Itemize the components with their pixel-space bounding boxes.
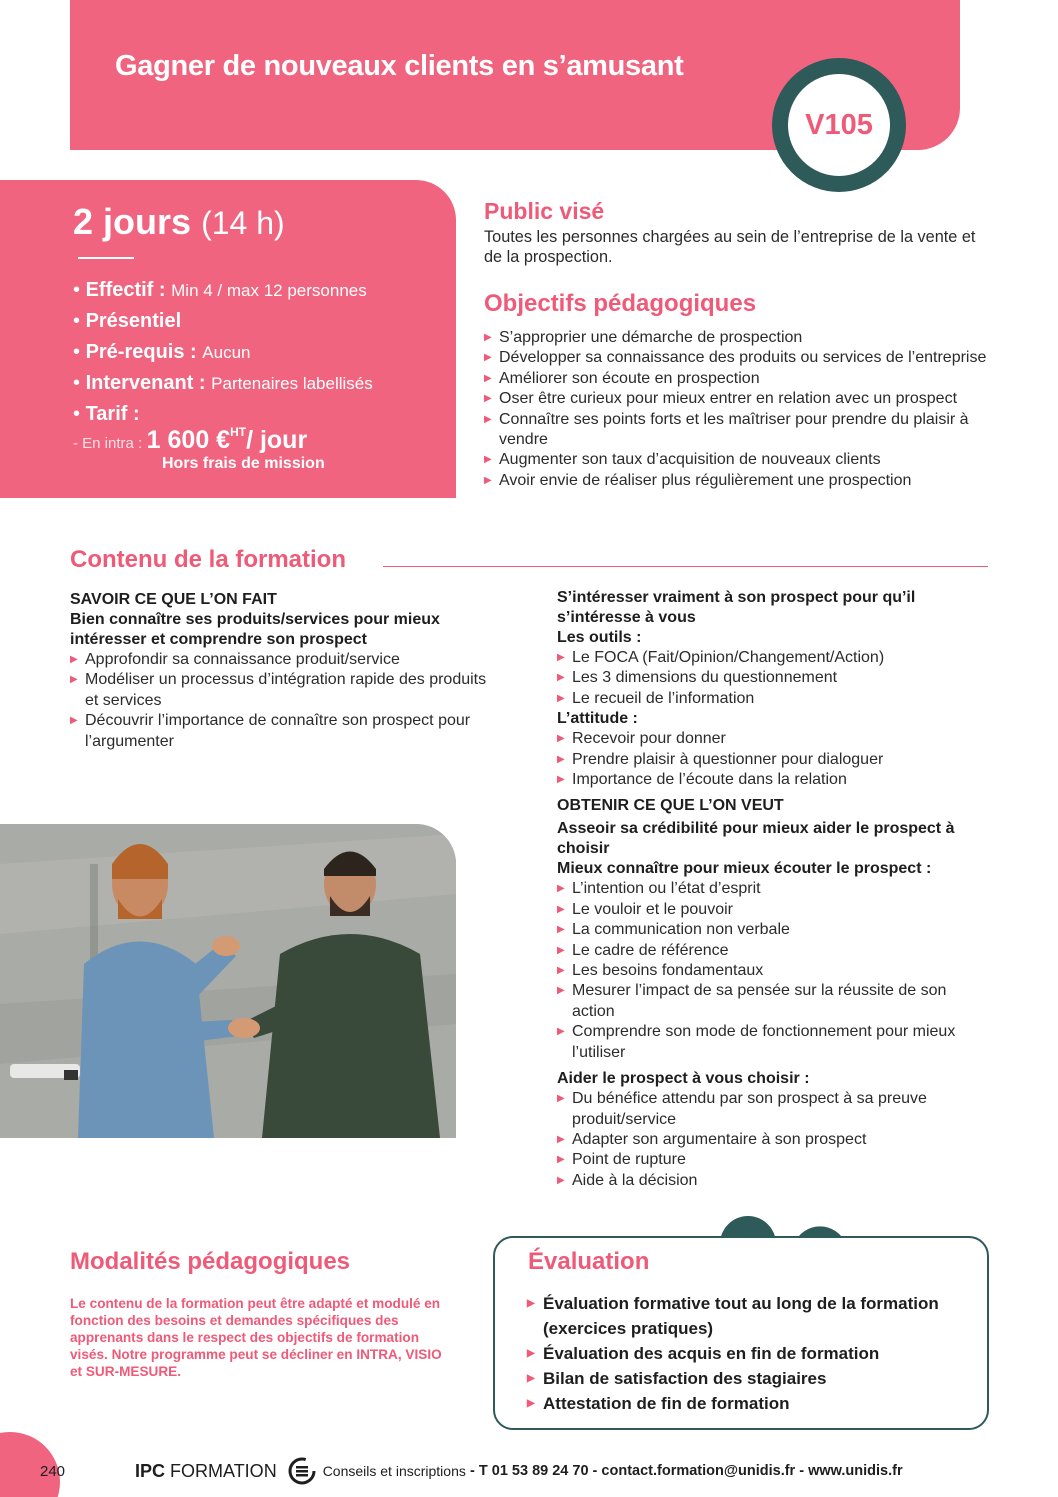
objectifs-list	[484, 328, 994, 491]
triangle-bullet-icon: ▶	[70, 674, 78, 686]
evaluation-item	[527, 1341, 967, 1366]
list-item-text: Recevoir pour donner	[572, 730, 726, 748]
triangle-bullet-icon: ▶	[557, 1154, 565, 1166]
prerequis-line: • Pré-requis : Aucun	[73, 341, 251, 363]
triangle-bullet-icon: ▶	[484, 352, 492, 364]
list-item	[557, 900, 989, 920]
ipc-logo-icon	[287, 1456, 317, 1486]
brand-bold: IPC	[135, 1460, 166, 1481]
prerequis-label: Pré-requis :	[85, 341, 197, 363]
price-line	[73, 425, 307, 455]
triangle-bullet-icon: ▶	[557, 985, 565, 997]
course-code: V105	[805, 108, 873, 141]
list-item	[557, 770, 989, 790]
evaluation-item-text: Attestation de fin de formation	[543, 1394, 790, 1413]
list-item-text: Comprendre son mode de fonctionnement pour mieux l’utiliser	[572, 1023, 956, 1061]
connaitre-list	[557, 879, 989, 1063]
evaluation-list	[527, 1291, 967, 1416]
hors-frais: Hors frais de mission	[162, 455, 325, 472]
list-item-text: Point de rupture	[572, 1151, 686, 1169]
list-item-text: Mesurer l’impact de sa pensée sur la réussite de son action	[572, 982, 947, 1020]
triangle-bullet-icon: ▶	[557, 672, 565, 684]
interesser-prospect-heading: S’intéresser vraiment à son prospect pour qu’il s’intéresse à vous	[557, 589, 916, 626]
outils-label: Les outils :	[557, 629, 642, 646]
presentiel-label: Présentiel	[85, 310, 182, 332]
triangle-bullet-icon: ▶	[557, 733, 565, 745]
list-item-text: Oser être curieux pour mieux entrer en relation avec un prospect	[499, 390, 958, 408]
list-item-text: Modéliser un processus d’intégration rapide des produits et services	[85, 671, 487, 709]
page-number: 240	[40, 1462, 66, 1480]
public-title: Public visé	[484, 198, 605, 224]
list-item	[484, 471, 994, 491]
triangle-bullet-icon: ▶	[484, 332, 492, 343]
duration	[73, 200, 285, 245]
obtenir-heading: OBTENIR CE QUE L’ON VEUT	[557, 797, 784, 815]
intervenant-line: • Intervenant : Partenaires labellisés	[73, 372, 373, 394]
duration-days: 2 jours	[73, 201, 192, 242]
attitude-list	[557, 729, 989, 790]
list-item	[70, 670, 490, 711]
list-item-text: La communication non verbale	[572, 921, 790, 939]
evaluation-item-text: Évaluation formative tout au long de la formation (exercices pratiques)	[543, 1294, 939, 1338]
list-item	[557, 729, 989, 749]
triangle-bullet-icon: ▶	[527, 1398, 535, 1409]
list-item	[484, 410, 994, 451]
triangle-bullet-icon: ▶	[527, 1348, 535, 1359]
list-item-text: Découvrir l’importance de connaître son prospect pour l’argumenter	[85, 712, 471, 750]
list-item	[557, 1022, 989, 1063]
modalites-title: Modalités pédagogiques	[70, 1248, 351, 1275]
triangle-bullet-icon: ▶	[557, 652, 565, 663]
triangle-bullet-icon: ▶	[557, 1174, 565, 1186]
intervenant-label: Intervenant :	[85, 372, 206, 394]
contenu-divider	[383, 566, 988, 567]
list-item-text: Le vouloir et le pouvoir	[572, 900, 733, 918]
list-item	[557, 668, 989, 688]
triangle-bullet-icon: ▶	[557, 883, 565, 895]
triangle-bullet-icon: ▶	[70, 715, 78, 727]
triangle-bullet-icon: ▶	[484, 474, 492, 486]
list-item	[557, 1150, 989, 1170]
list-item-text: Les besoins fondamentaux	[572, 962, 764, 980]
price-amount: 1 600 €	[146, 426, 231, 454]
triangle-bullet-icon: ▶	[527, 1298, 535, 1309]
footer	[40, 1456, 903, 1486]
outils-list	[557, 648, 989, 709]
evaluation-title: Évaluation	[528, 1248, 650, 1275]
duration-hours: (14 h)	[201, 205, 285, 241]
list-item	[557, 1171, 989, 1191]
credibilite-heading: Asseoir sa crédibilité pour mieux aider le prospect à choisir	[557, 820, 955, 858]
contenu-title: Contenu de la formation	[70, 546, 346, 573]
list-item-text: Développer sa connaissance des produits ou services de l’entreprise	[499, 349, 987, 367]
list-item-text: Améliorer son écoute en prospection	[499, 369, 760, 387]
triangle-bullet-icon: ▶	[557, 774, 565, 786]
list-item-text: Aide à la décision	[572, 1171, 698, 1189]
connaitre-heading: Bien connaître ses produits/services pour mieux	[70, 611, 440, 628]
triangle-bullet-icon: ▶	[557, 1133, 565, 1145]
public-text: Toutes les personnes chargées au sein de l’entreprise de la vente et de la prospection.	[484, 228, 976, 266]
list-item-text: Connaître ses points forts et les maîtriser pour prendre du plaisir à vendre	[499, 410, 969, 449]
presentiel-line: • Présentiel	[73, 310, 182, 332]
list-item-text: S’approprier une démarche de prospection	[499, 329, 803, 346]
evaluation-item	[527, 1291, 967, 1341]
triangle-bullet-icon: ▶	[484, 413, 492, 425]
triangle-bullet-icon: ▶	[557, 924, 565, 936]
list-item	[484, 389, 994, 409]
triangle-bullet-icon: ▶	[70, 654, 78, 665]
list-item-text: Les 3 dimensions du questionnement	[572, 669, 838, 687]
mieux-connaitre-heading: Mieux connaître pour mieux écouter le prospect :	[557, 860, 932, 878]
list-item-text: Augmenter son taux d’acquisition de nouveaux clients	[499, 451, 881, 469]
aider-heading: Aider le prospect à vous choisir :	[557, 1070, 810, 1088]
list-item	[557, 1130, 989, 1150]
list-item	[484, 369, 994, 389]
list-item-text: Adapter son argumentaire à son prospect	[572, 1130, 867, 1148]
list-item-text: L’intention ou l’état d’esprit	[572, 880, 761, 898]
duration-divider	[78, 257, 134, 259]
list-item	[70, 711, 490, 752]
savoir-list	[70, 650, 490, 752]
list-item	[70, 650, 490, 670]
list-item-text: Le recueil de l’information	[572, 689, 755, 707]
triangle-bullet-icon: ▶	[484, 393, 492, 405]
savoir-heading: SAVOIR CE QUE L’ON FAIT	[70, 591, 277, 608]
prerequis-value: Aucun	[202, 343, 251, 362]
evaluation-item-text: Bilan de satisfaction des stagiaires	[543, 1369, 827, 1388]
list-item	[484, 348, 994, 368]
list-item-text: Importance de l’écoute dans la relation	[572, 771, 847, 789]
list-item	[557, 750, 989, 770]
price-sup: HT	[230, 425, 247, 439]
attitude-label: L’attitude :	[557, 710, 638, 728]
triangle-bullet-icon: ▶	[557, 692, 565, 704]
triangle-bullet-icon: ▶	[557, 753, 565, 765]
list-item-text: Du bénéfice attendu par son prospect à sa preuve produit/service	[572, 1090, 927, 1128]
footer-conseils: Conseils et inscriptions	[322, 1463, 466, 1479]
list-item	[484, 328, 994, 348]
list-item-text: Avoir envie de réaliser plus régulièrement une prospection	[499, 471, 912, 489]
handshake-illustration	[0, 824, 456, 1138]
list-item	[557, 648, 989, 668]
triangle-bullet-icon: ▶	[557, 903, 565, 915]
page-title: Gagner de nouveaux clients en s’amusant	[115, 50, 684, 82]
aider-list	[557, 1089, 989, 1191]
footer-contact[interactable]: - T 01 53 89 24 70 - contact.formation@unidis.fr - www.unidis.fr	[470, 1463, 903, 1479]
effectif-line: • Effectif : Min 4 / max 12 personnes	[73, 279, 367, 301]
interesser-heading: intéresser et comprendre son prospect	[70, 631, 367, 648]
list-item	[557, 981, 989, 1022]
list-item	[557, 689, 989, 709]
contenu-left	[70, 590, 490, 752]
triangle-bullet-icon: ▶	[484, 454, 492, 466]
triangle-bullet-icon: ▶	[557, 965, 565, 977]
effectif-label: Effectif :	[85, 279, 166, 301]
footer-brand	[135, 1461, 277, 1482]
list-item	[557, 1089, 989, 1130]
list-item-text: Le FOCA (Fait/Opinion/Changement/Action)	[572, 649, 885, 666]
list-item-text: Le cadre de référence	[572, 941, 729, 959]
evaluation-item	[527, 1391, 967, 1416]
tarif-line: • Tarif :	[73, 403, 140, 425]
modalites-text: Le contenu de la formation peut être adapté et modulé en fonction des besoins et demandes spécifiques des apprenants dans le respect des objectifs de formation visés. Notre programme peut se décliner en INTRA, VISIO et SUR-MESURE.	[70, 1296, 442, 1379]
evaluation-item-text: Évaluation des acquis en fin de formation	[543, 1344, 880, 1363]
intervenant-value: Partenaires labellisés	[211, 374, 373, 393]
list-item	[484, 450, 994, 470]
brand-rest: FORMATION	[170, 1460, 277, 1481]
list-item-text: Approfondir sa connaissance produit/service	[85, 651, 400, 668]
list-item	[557, 920, 989, 940]
tarif-label: Tarif :	[85, 403, 140, 425]
price-unit: / jour	[246, 426, 308, 454]
triangle-bullet-icon: ▶	[557, 1093, 565, 1105]
evaluation-item	[527, 1366, 967, 1391]
effectif-value: Min 4 / max 12 personnes	[171, 281, 367, 300]
list-item-text: Prendre plaisir à questionner pour dialoguer	[572, 750, 884, 768]
handshake-photo	[0, 824, 456, 1138]
triangle-bullet-icon: ▶	[557, 944, 565, 956]
contenu-right	[557, 588, 989, 1191]
list-item	[557, 961, 989, 981]
objectifs-title: Objectifs pédagogiques	[484, 290, 757, 317]
list-item	[557, 941, 989, 961]
triangle-bullet-icon: ▶	[557, 1026, 565, 1038]
course-code-badge	[772, 58, 906, 192]
intra-prefix: - En intra :	[73, 435, 143, 452]
list-item	[557, 879, 989, 899]
triangle-bullet-icon: ▶	[484, 372, 492, 384]
triangle-bullet-icon: ▶	[527, 1373, 535, 1384]
